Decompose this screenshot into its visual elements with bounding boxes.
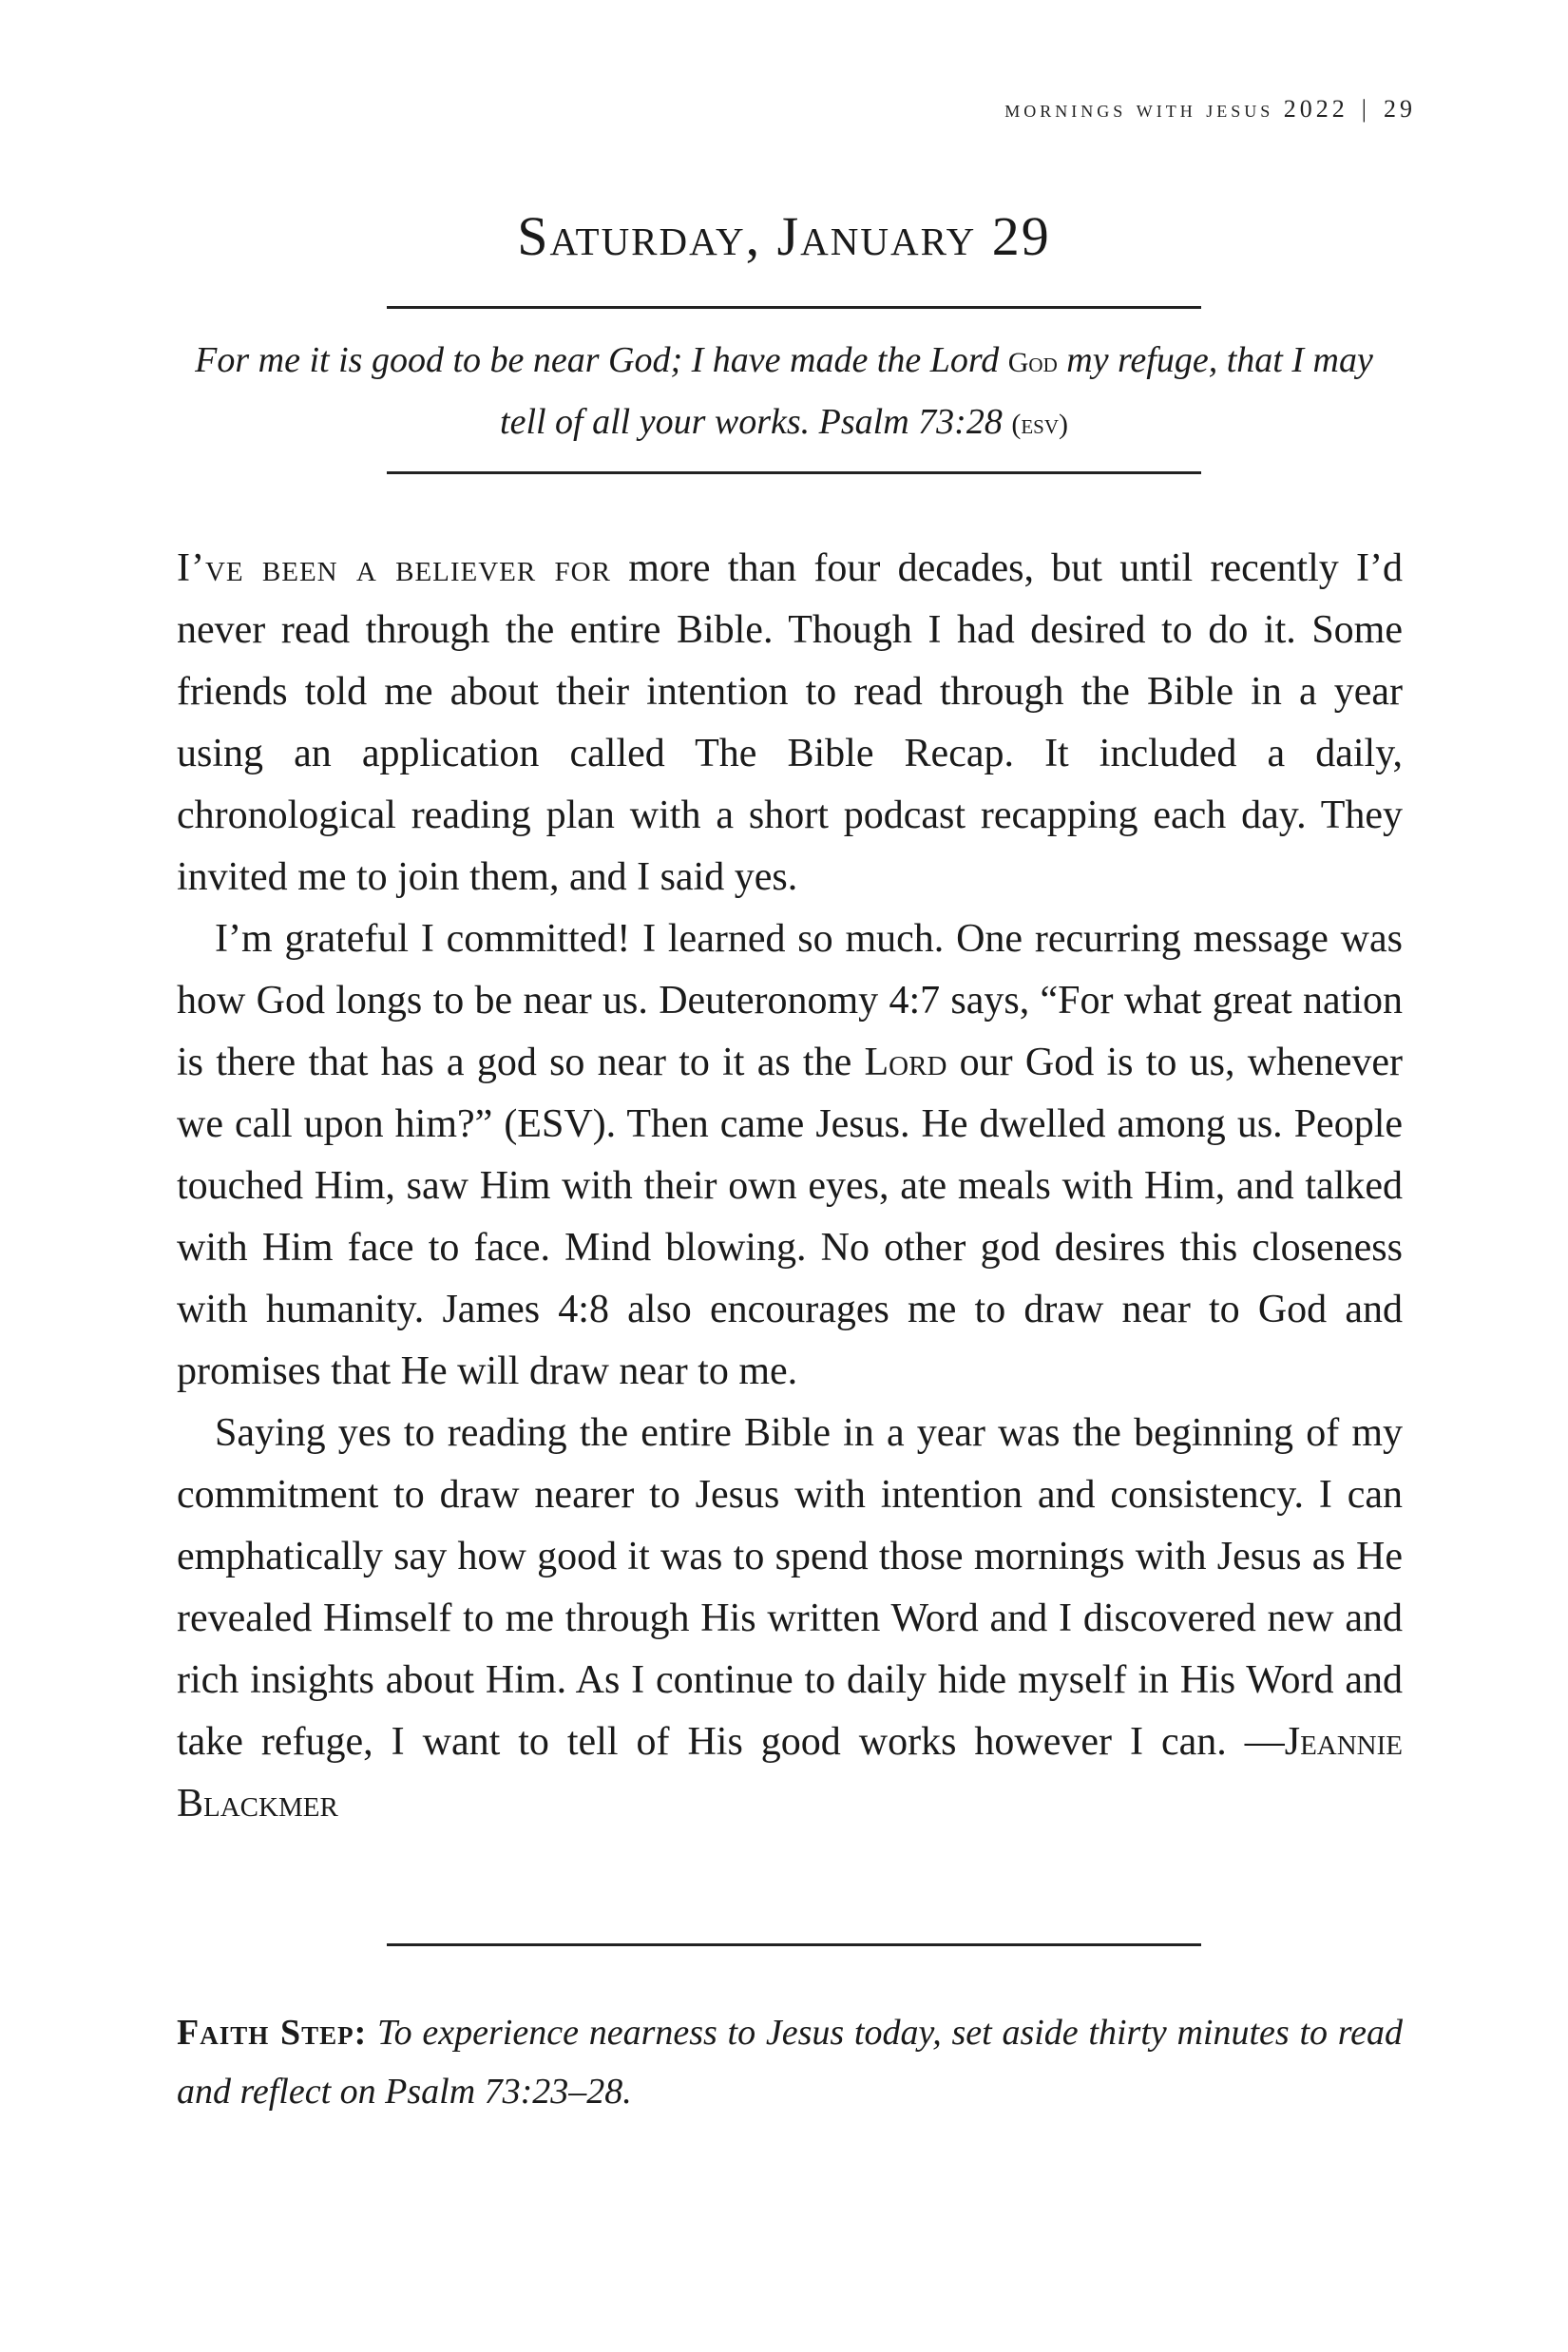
page-number: 29 bbox=[1384, 95, 1416, 123]
devotional-body bbox=[177, 538, 1403, 1835]
date-heading: Saturday, January 29 bbox=[517, 205, 1051, 267]
paragraph-1-text: more than four decades, but until recently I’d never read through the entire Bible. Though I had desired to do it. Some friends told me about their intention to read through the Bible in a year using an application called The Bible Recap. It included a daily, chronological reading plan with a short podcast recapping each day. They invited me to join them, and I said yes. bbox=[177, 546, 1403, 899]
top-divider-rule bbox=[387, 306, 1201, 309]
paragraph-2-version: (ESV) bbox=[504, 1102, 606, 1146]
scripture-verse bbox=[171, 331, 1397, 454]
faith-step-text: To experience nearness to Jesus today, set aside thirty minutes to read and reflect on Psalm 73:23–28. bbox=[177, 2013, 1403, 2112]
faith-step-divider-rule bbox=[387, 1943, 1201, 1946]
author-signature: Jeannie Blackmer bbox=[177, 1720, 1403, 1826]
running-head-separator: | bbox=[1361, 95, 1370, 123]
faith-step-label: Faith Step: bbox=[177, 2013, 368, 2053]
verse-god-smallcaps: God bbox=[1007, 347, 1058, 378]
running-head-title: mornings with jesus 2022 bbox=[1004, 95, 1348, 123]
running-head bbox=[1004, 95, 1416, 124]
verse-divider-rule bbox=[387, 471, 1201, 474]
verse-text-part-1: For me it is good to be near God; I have made the Lord bbox=[195, 340, 1008, 380]
verse-version: (esv) bbox=[1011, 409, 1068, 440]
paragraph-2-text-part-2: our God is to us, whenever we call upon him?” bbox=[177, 1041, 1403, 1146]
verse-text-part-2: my refuge, that I may tell of all your works. Psalm 73:28 bbox=[500, 340, 1373, 442]
paragraph-3-text: Saying yes to reading the entire Bible in a year was the beginning of my commitment to draw nearer to Jesus with intention and consistency. I can emphatically say how good it was to spend those mornings with Jesus as He revealed Himself to me through His written Word and I discovered new and rich insights about Him. As I continue to daily hide myself in His Word and take refuge, I want to tell of His good works however I can. — bbox=[177, 1411, 1403, 1764]
faith-step bbox=[177, 2003, 1403, 2121]
body-paragraph-3 bbox=[177, 1403, 1403, 1835]
body-paragraph-2 bbox=[177, 908, 1403, 1403]
body-paragraph-1 bbox=[177, 538, 1403, 908]
paragraph-lead-in: I’ve been a believer for bbox=[177, 546, 611, 590]
paragraph-2-text-part-1: I’m grateful I committed! I learned so much. One recurring message was how God longs to be near us. Deuteronomy 4:7 says, “For what great nation is there that has a god so near to it as the bbox=[177, 917, 1403, 1084]
lord-smallcaps: Lord bbox=[864, 1041, 947, 1084]
paragraph-2-text-part-3: . Then came Jesus. He dwelled among us. People touched Him, saw Him with their own eyes, ate meals with Him, and talked with Him face to face. Mind blowing. No other god desires this closeness with humanity. James 4:8 also encourages me to draw near to God and promises that He will draw near to me. bbox=[177, 1102, 1404, 1393]
